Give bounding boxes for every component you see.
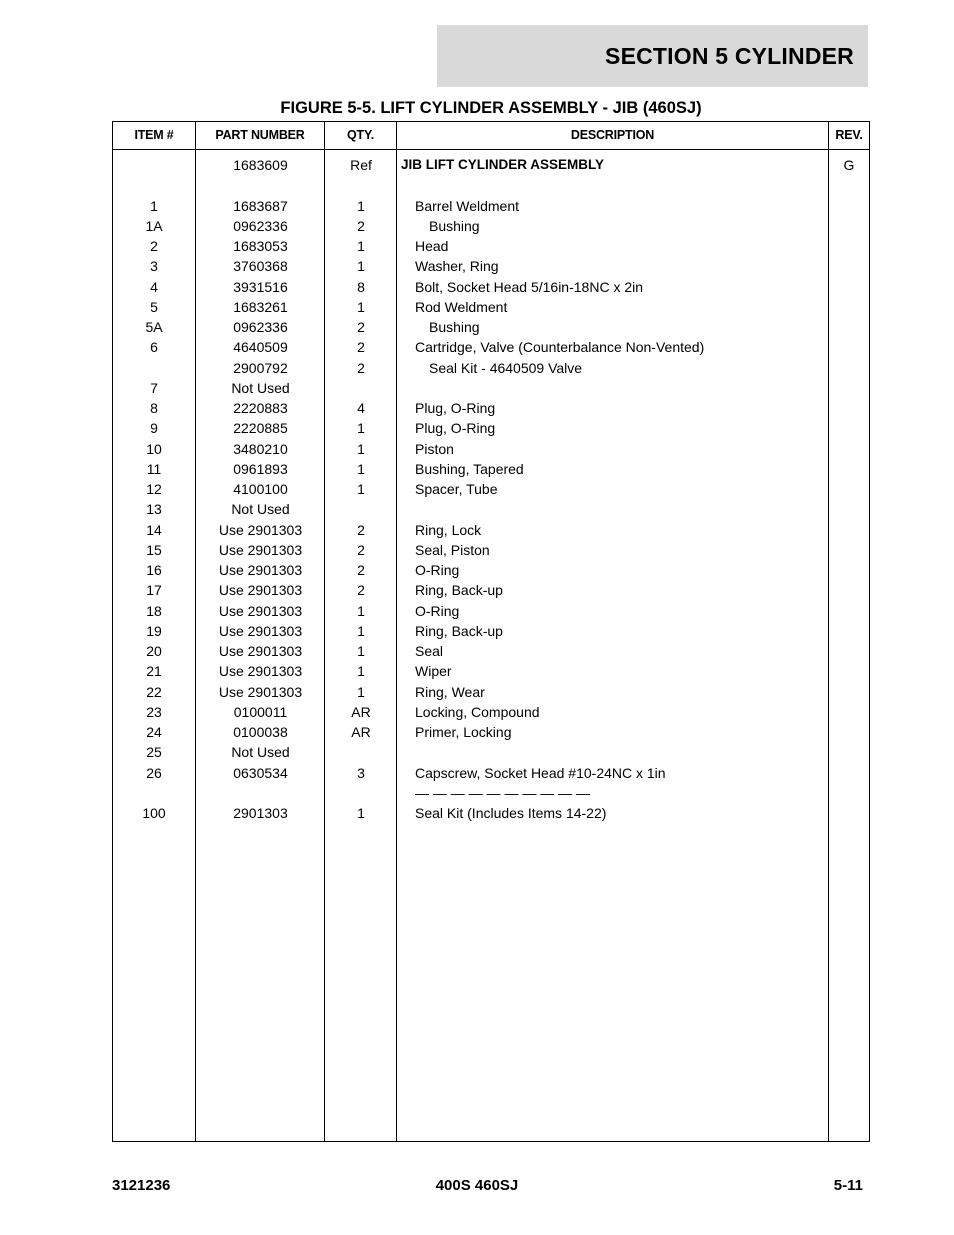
description-cell: Bushing [429, 319, 480, 335]
item-cell: 21 [146, 663, 162, 680]
table-row [113, 702, 869, 722]
qty-cell: 1 [357, 805, 365, 821]
table-row [113, 682, 869, 702]
part-number-cell: 3480210 [233, 440, 288, 457]
table-row [113, 763, 869, 783]
description-cell: Rod Weldment [415, 298, 508, 315]
description-cell: Cartridge, Valve (Counterbalance Non-Vented) [415, 339, 705, 356]
table-row [113, 641, 869, 661]
item-cell: 1 [150, 197, 158, 214]
qty-cell: 1 [357, 197, 365, 214]
part-number-cell: Use 2901303 [218, 602, 303, 619]
table-row [113, 439, 869, 459]
item-cell: 24 [146, 724, 162, 740]
description-cell: Bolt, Socket Head 5/16in-18NC x 2in [415, 278, 644, 295]
description-cell: JIB LIFT CYLINDER ASSEMBLY [401, 157, 605, 172]
item-cell: 14 [146, 521, 162, 538]
footer-page-number: 5-11 [833, 1177, 863, 1194]
table-row [113, 499, 869, 519]
qty-cell: 2 [357, 217, 365, 234]
qty-cell: AR [351, 724, 371, 740]
description-cell: Seal [415, 643, 444, 659]
part-number-cell: Use 2901303 [218, 622, 303, 639]
qty-cell: 2 [357, 582, 365, 599]
table-row [113, 540, 869, 560]
description-cell: O-Ring [415, 602, 460, 619]
qty-cell: 1 [357, 460, 365, 477]
table-row [113, 277, 869, 297]
item-cell: 7 [150, 379, 158, 396]
item-cell: 5 [150, 298, 158, 315]
item-cell: 12 [146, 481, 162, 497]
description-cell: Seal Kit - 4640509 Valve [429, 359, 583, 376]
part-number-cell: Use 2901303 [218, 541, 303, 558]
table-row [113, 580, 869, 600]
qty-cell: 1 [357, 481, 365, 497]
description-cell: Seal, Piston [415, 541, 490, 558]
item-cell: 20 [146, 643, 162, 659]
item-cell: 6 [150, 339, 158, 356]
table-row [113, 459, 869, 479]
item-cell: 2 [150, 238, 158, 254]
column-header-description: DESCRIPTION [570, 128, 655, 142]
table-row [113, 621, 869, 641]
column-header-part-number: PART NUMBER [215, 128, 305, 142]
description-cell: Spacer, Tube [415, 481, 498, 497]
part-number-cell: Use 2901303 [218, 582, 303, 599]
description-cell: Ring, Lock [415, 521, 482, 538]
table-row [113, 661, 869, 681]
part-number-cell: 2220885 [233, 420, 288, 437]
qty-cell: 2 [357, 562, 365, 578]
section-banner [437, 25, 868, 87]
item-cell: 17 [146, 582, 162, 599]
part-number-cell: 0100011 [233, 703, 288, 720]
table-row [113, 358, 869, 378]
description-cell: Plug, O-Ring [415, 420, 496, 437]
column-header-rev: REV. [835, 128, 863, 142]
item-cell: 16 [146, 562, 162, 578]
table-row [113, 256, 869, 276]
qty-cell: 1 [357, 298, 365, 315]
description-cell: Washer, Ring [415, 258, 499, 275]
qty-cell: 2 [357, 339, 365, 356]
table-row [113, 337, 869, 357]
item-cell: 18 [146, 602, 162, 619]
part-number-cell: Not Used [231, 744, 290, 761]
table-row [113, 560, 869, 580]
description-cell: Barrel Weldment [415, 197, 520, 214]
section-title: SECTION 5 CYLINDER [605, 42, 854, 69]
table-row [113, 601, 869, 621]
item-cell: 4 [150, 278, 158, 295]
qty-cell: 1 [357, 643, 365, 659]
item-cell: 5A [145, 319, 163, 335]
table-row [113, 155, 869, 175]
qty-cell: 1 [357, 683, 365, 700]
qty-cell: 1 [357, 663, 365, 680]
item-cell: 26 [146, 764, 162, 781]
qty-cell: 1 [357, 258, 365, 275]
qty-cell: 2 [357, 521, 365, 538]
qty-cell: 4 [357, 400, 365, 416]
part-number-cell: 1683687 [233, 197, 288, 214]
table-row [113, 783, 869, 803]
qty-cell: 8 [357, 278, 365, 295]
part-number-cell: Use 2901303 [218, 521, 303, 538]
qty-cell: 1 [357, 238, 365, 254]
part-number-cell: 0961893 [233, 460, 288, 477]
part-number-cell: Use 2901303 [218, 643, 303, 659]
part-number-cell: Use 2901303 [218, 562, 303, 578]
description-cell: Primer, Locking [415, 724, 512, 740]
column-header-item: ITEM # [134, 128, 174, 142]
part-number-cell: 1683609 [233, 157, 288, 173]
table-row [113, 196, 869, 216]
qty-cell: Ref [350, 157, 372, 173]
parts-table [112, 121, 870, 1142]
column-header-qty: QTY. [347, 128, 374, 142]
qty-cell: 2 [357, 359, 365, 376]
qty-cell: 2 [357, 319, 365, 335]
item-cell: 25 [146, 744, 162, 761]
qty-cell: 2 [357, 541, 365, 558]
qty-cell: 1 [357, 440, 365, 457]
description-cell: Plug, O-Ring [415, 400, 496, 416]
footer-doc-number: 3121236 [112, 1177, 171, 1194]
qty-cell: 3 [357, 764, 365, 781]
description-cell: Head [415, 238, 449, 254]
description-cell: Wiper [415, 663, 452, 680]
item-cell: 22 [146, 683, 162, 700]
part-number-cell: 0100038 [233, 724, 288, 740]
description-cell: Bushing, Tapered [415, 460, 524, 477]
part-number-cell: 4100100 [233, 481, 288, 497]
part-number-cell: 2900792 [233, 359, 288, 376]
part-number-cell: 1683053 [233, 238, 288, 254]
part-number-cell: Not Used [231, 379, 290, 396]
figure-title: FIGURE 5-5. LIFT CYLINDER ASSEMBLY - JIB (460SJ) [280, 99, 702, 117]
part-number-cell: Not Used [231, 501, 290, 518]
item-cell: 19 [146, 622, 162, 639]
part-number-cell: 3931516 [233, 278, 288, 295]
table-row [113, 378, 869, 398]
part-number-cell: 1683261 [233, 298, 288, 315]
description-cell: O-Ring [415, 562, 460, 578]
table-row [113, 398, 869, 418]
table-row [113, 297, 869, 317]
description-cell: Ring, Wear [415, 683, 485, 700]
description-cell: Locking, Compound [415, 703, 540, 720]
rev-cell: G [843, 157, 855, 173]
table-row [113, 722, 869, 742]
qty-cell: 1 [357, 602, 365, 619]
item-cell: 3 [150, 258, 158, 275]
item-cell: 11 [146, 460, 162, 477]
table-row [113, 216, 869, 236]
item-cell: 10 [146, 440, 162, 457]
table-row [113, 317, 869, 337]
qty-cell: AR [351, 703, 371, 720]
part-number-cell: 0630534 [233, 764, 288, 781]
part-number-cell: 4640509 [233, 339, 288, 356]
item-cell: 8 [150, 400, 158, 416]
description-cell: Seal Kit (Includes Items 14-22) [415, 805, 607, 821]
description-cell: Bushing [429, 217, 480, 234]
header-divider [113, 149, 869, 150]
part-number-cell: 3760368 [233, 258, 288, 275]
footer-model: 400S 460SJ [435, 1177, 519, 1194]
description-cell: Ring, Back-up [415, 622, 503, 639]
table-row [113, 803, 869, 823]
table-row [113, 418, 869, 438]
part-number-cell: 2901303 [233, 805, 288, 821]
part-number-cell: 0962336 [233, 319, 288, 335]
part-number-cell: Use 2901303 [218, 663, 303, 680]
part-number-cell: 2220883 [233, 400, 288, 416]
description-cell: Ring, Back-up [415, 582, 503, 599]
item-cell: 1A [145, 217, 163, 234]
table-row [113, 479, 869, 499]
description-cell: — — — — — — — — — — [415, 784, 591, 801]
qty-cell: 1 [357, 622, 365, 639]
item-cell: 23 [146, 703, 162, 720]
qty-cell: 1 [357, 420, 365, 437]
item-cell: 15 [146, 541, 162, 558]
description-cell: Capscrew, Socket Head #10-24NC x 1in [415, 764, 666, 781]
part-number-cell: 0962336 [233, 217, 288, 234]
table-row [113, 236, 869, 256]
part-number-cell: Use 2901303 [218, 683, 303, 700]
table-row [113, 742, 869, 762]
item-cell: 13 [146, 501, 162, 518]
description-cell: Piston [415, 440, 454, 457]
table-row [113, 520, 869, 540]
item-cell: 100 [142, 805, 166, 821]
item-cell: 9 [150, 420, 158, 437]
